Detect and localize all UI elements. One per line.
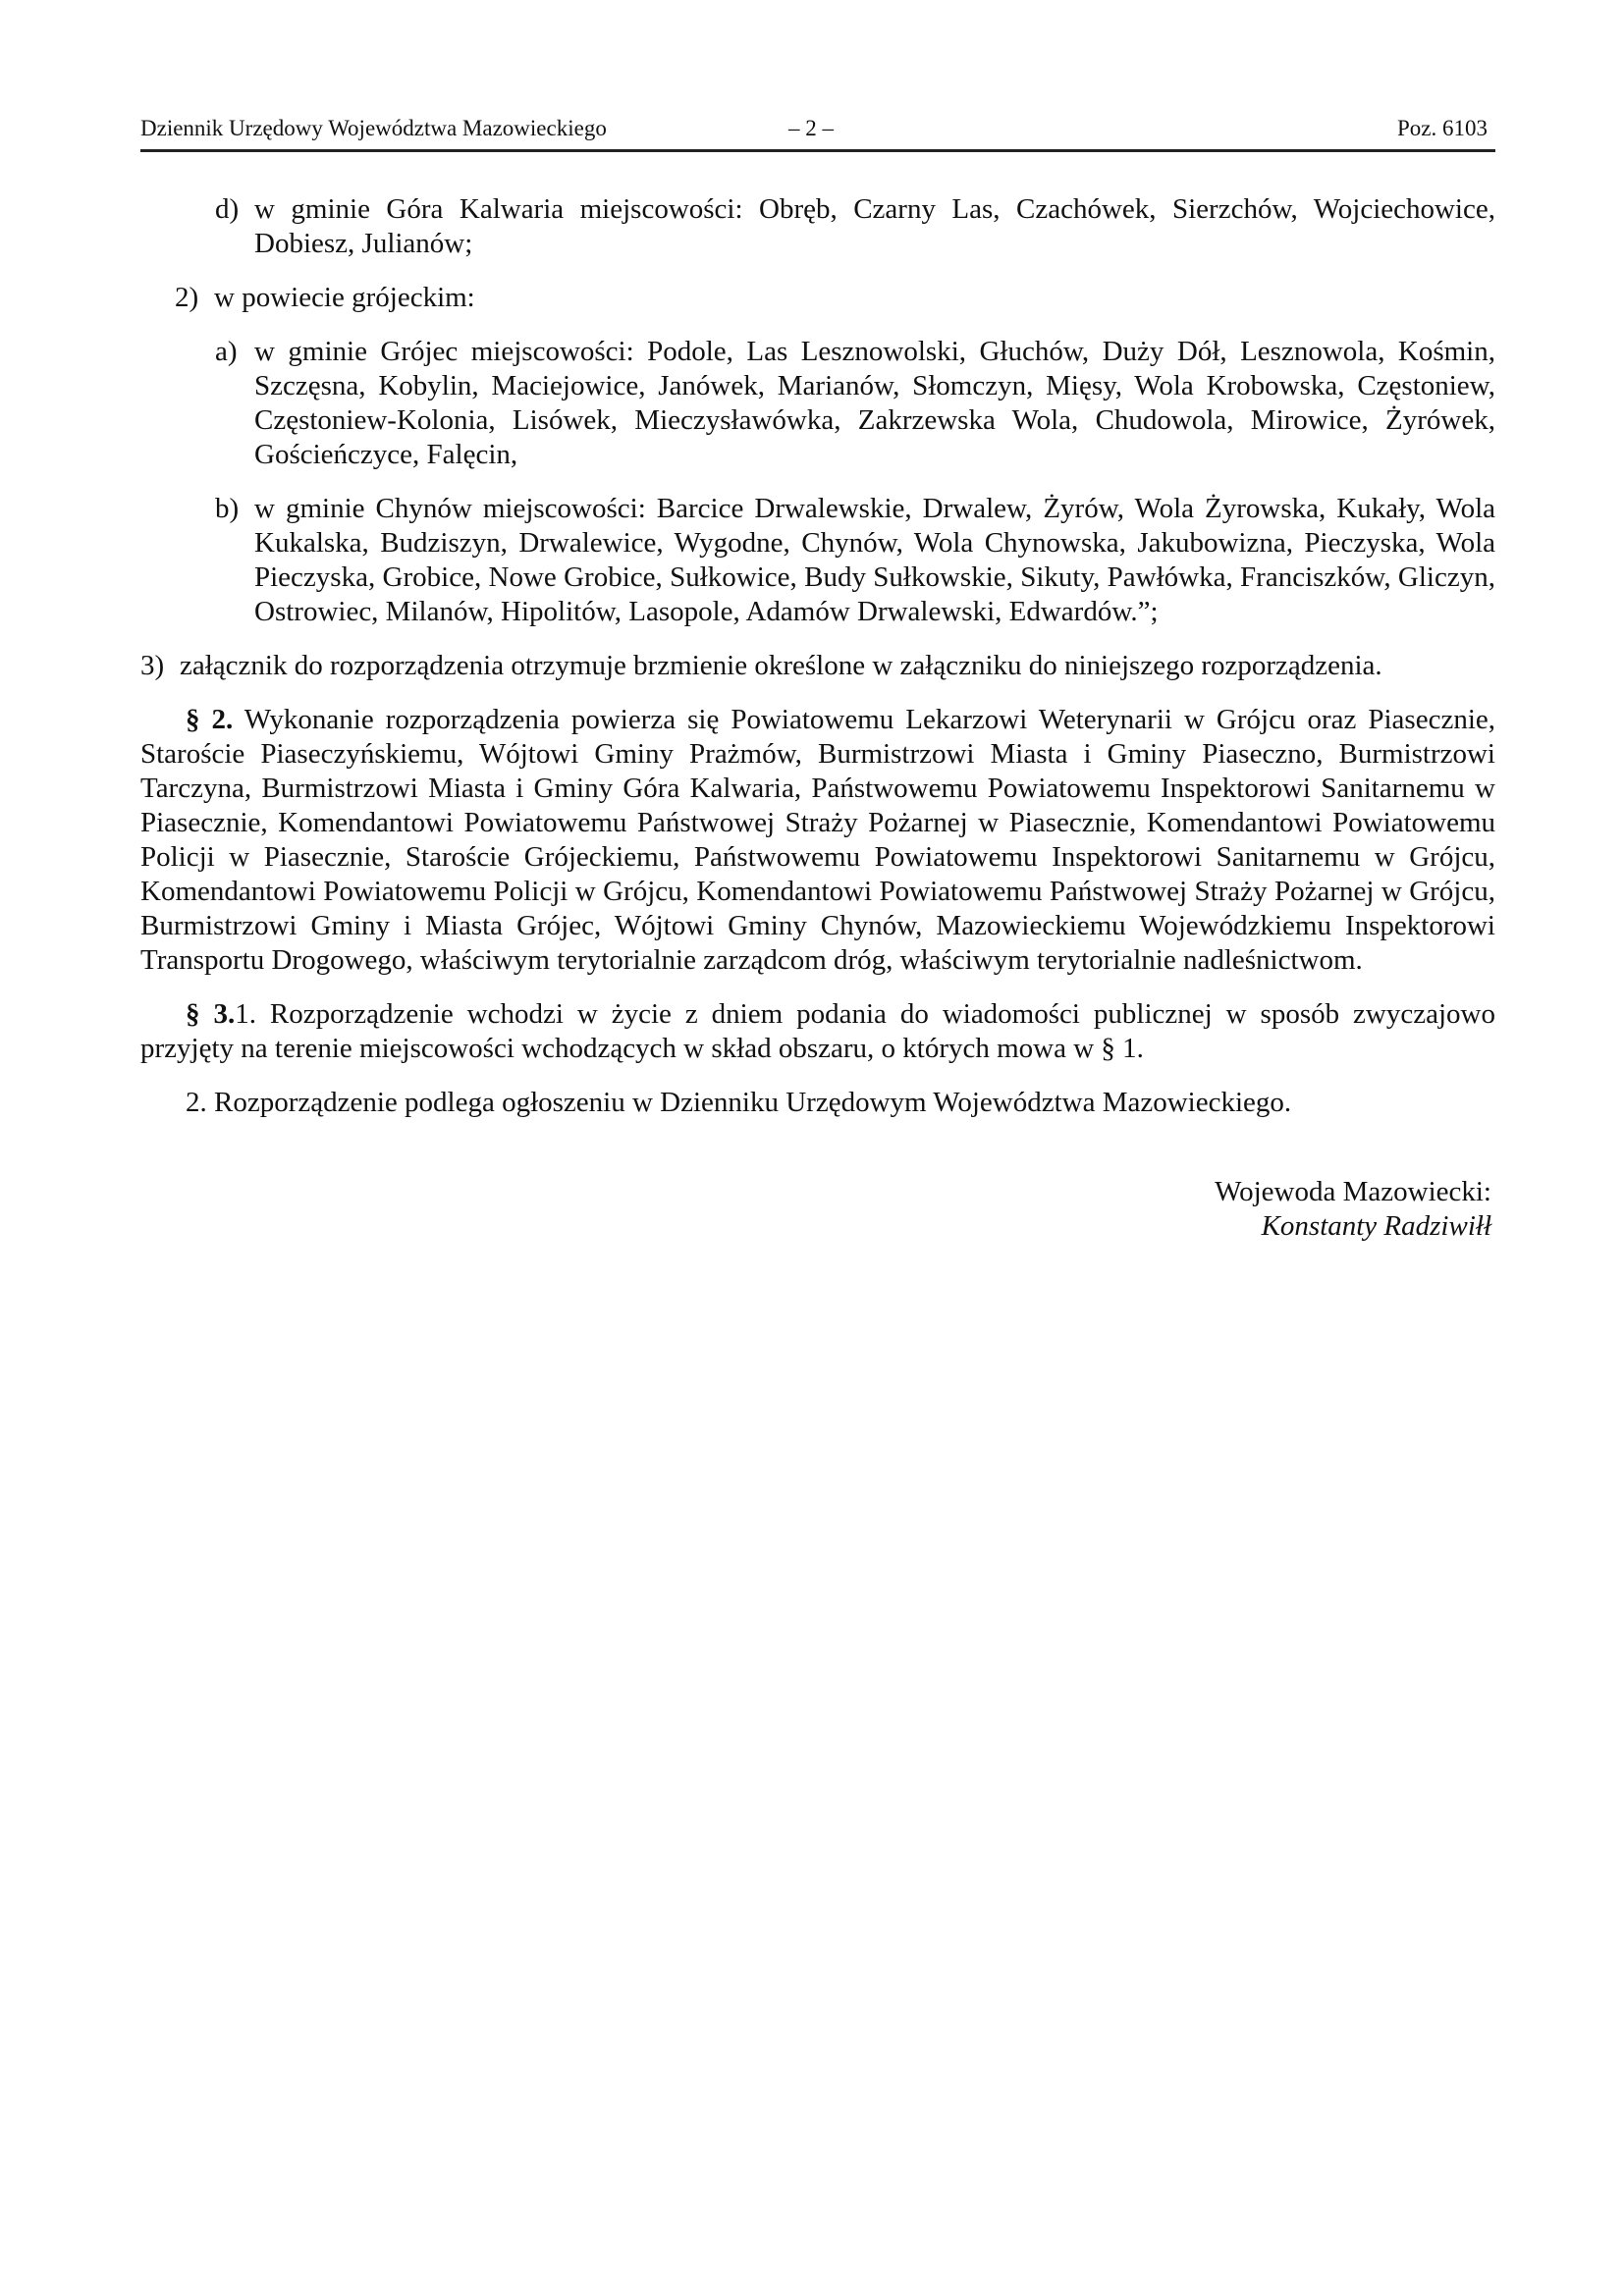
section-3-label: § 3. [186,998,236,1030]
section-3-point-2-text: 2. Rozporządzenie podlega ogłoszeniu w Dzienniku Urzędowym Województwa Mazowieckiego. [186,1087,1292,1118]
section-3-text: 1. Rozporządzenie wchodzi w życie z dniem podania do wiadomości publicznej w sposób zwyczajowo przyjęty na terenie miejscowości wchodzących w skład obszaru, o których mowa w § 1. [140,998,1495,1064]
section-2 [140,703,1495,978]
list-marker: 2) [175,282,199,313]
signature-title: Wojewoda Mazowiecki: [1215,1176,1491,1207]
section-3 [140,997,1495,1066]
list-item-text: załącznik do rozporządzenia otrzymuje brzmienie określone w załączniku do niniejszego rozporządzenia. [180,650,1382,681]
list-item-b [215,492,1495,629]
signature-name: Konstanty Radziwiłł [1261,1210,1491,1242]
list-item-3 [140,649,1495,683]
journal-title: Dziennik Urzędowy Województwa Mazowieckiego [140,116,607,140]
list-marker: 3) [140,650,165,681]
list-item-text: w gminie Chynów miejscowości: Barcice Drwalewskie, Drwalew, Żyrów, Wola Żyrowska, Kukały, Wola Kukalska, Budziszyn, Drwalewice, Wygodne, Chynów, Wola Chynowska, Jakubowizna, Pieczyska, Wola Pieczyska, Grobice, Nowe Grobice, Sułkowice, Budy Sułkowskie, Sikuty, Pawłówka, Franciszków, Gliczyn, Ostrowiec, Milanów, Hipolitów, Lasopole, Adamów Drwalewski, Edwardów.”; [254,493,1495,627]
document-body [140,192,1495,1244]
list-item-a [215,335,1495,472]
list-marker: d) [215,193,240,225]
list-item-text: w gminie Grójec miejscowości: Podole, Las Lesznowolski, Głuchów, Duży Dół, Lesznowola, Kośmin, Szczęsna, Kobylin, Maciejowice, Janówek, Marianów, Słomczyn, Mięsy, Wola Krobowska, Częstoniew, Częstoniew-Kolonia, Lisówek, Mieczysławówka, Zakrzewska Wola, Chudowola, Mirowice, Żyrówek, Gościeńczyce, Falęcin, [254,336,1495,470]
page-header [140,110,1495,152]
page-number: – 2 – [788,116,834,140]
list-item-text: w gminie Góra Kalwaria miejscowości: Obręb, Czarny Las, Czachówek, Sierzchów, Wojciechowice, Dobiesz, Julianów; [254,193,1495,259]
list-marker: b) [215,493,240,524]
list-item-d [215,192,1495,261]
section-3-point-2 [140,1086,1495,1120]
list-item-2 [175,281,1495,315]
list-marker: a) [215,336,238,367]
signature-block [140,1175,1495,1244]
section-2-text: Wykonanie rozporządzenia powierza się Powiatowemu Lekarzowi Weterynarii w Grójcu oraz Piasecznie, Staroście Piaseczyńskiemu, Wójtowi Gminy Prażmów, Burmistrzowi Miasta i Gminy Piaseczno, Burmistrzowi Tarczyna, Burmistrzowi Miasta i Gminy Góra Kalwaria, Państwowemu Powiatowemu Inspektorowi Sanitarnemu w Piasecznie, Komendantowi Powiatowemu Państwowej Straży Pożarnej w Piasecznie, Komendantowi Powiatowemu Policji w Piasecznie, Staroście Grójeckiemu, Państwowemu Powiatowemu Inspektorowi Sanitarnemu w Grójcu, Komendantowi Powiatowemu Policji w Grójcu, Komendantowi Powiatowemu Państwowej Straży Pożarnej w Grójcu, Burmistrzowi Gminy i Miasta Grójec, Wójtowi Gminy Chynów, Mazowieckiemu Wojewódzkiemu Inspektorowi Transportu Drogowego, właściwym terytorialnie zarządcom dróg, właściwym terytorialnie nadleśnictwom. [140,704,1496,976]
list-item-text: w powiecie grójeckim: [214,282,475,313]
position-number: Poz. 6103 [1397,116,1488,140]
section-2-label: § 2. [186,704,234,735]
